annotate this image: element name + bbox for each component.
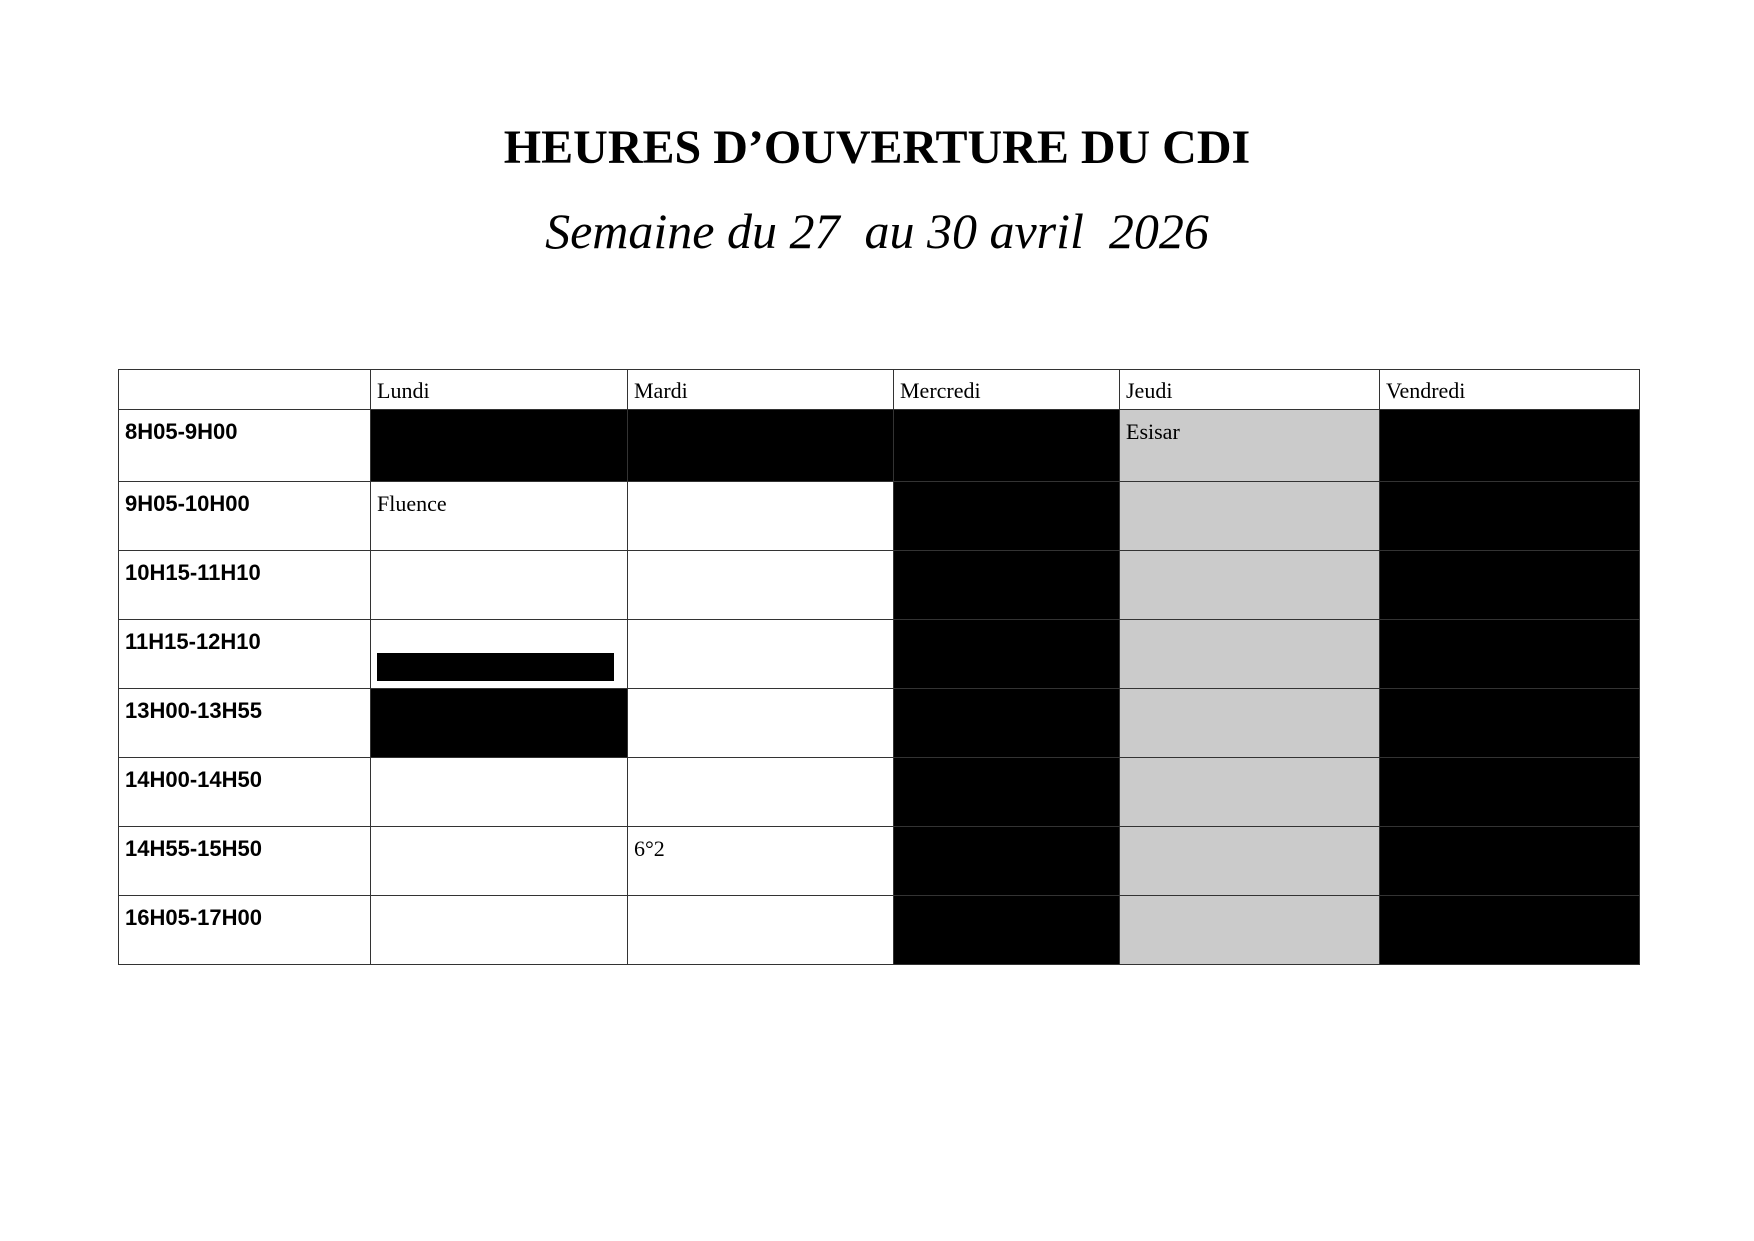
- cell-lundi: [371, 896, 628, 965]
- time-slot: 13H00-13H55: [119, 689, 371, 758]
- time-slot: 9H05-10H00: [119, 482, 371, 551]
- cell-lundi: [371, 620, 628, 689]
- header-corner: [119, 370, 371, 410]
- table-row: [119, 551, 1640, 620]
- time-slot: 11H15-12H10: [119, 620, 371, 689]
- opening-hours-table: [118, 369, 1640, 965]
- cell-jeudi: [1120, 689, 1380, 758]
- table-row: [119, 620, 1640, 689]
- time-slot: 14H55-15H50: [119, 827, 371, 896]
- cell-vendredi: [1380, 827, 1640, 896]
- cell-mardi: [628, 482, 894, 551]
- cell-vendredi: [1380, 551, 1640, 620]
- cell-mercredi: [894, 551, 1120, 620]
- cell-jeudi: [1120, 758, 1380, 827]
- cell-mardi: [628, 410, 894, 482]
- cell-mardi: [628, 620, 894, 689]
- cell-vendredi: [1380, 896, 1640, 965]
- cell-jeudi: [1120, 827, 1380, 896]
- time-slot: 14H00-14H50: [119, 758, 371, 827]
- cell-mardi: [628, 758, 894, 827]
- cell-mardi: [628, 896, 894, 965]
- table-header-row: [119, 370, 1640, 410]
- cell-lundi: [371, 410, 628, 482]
- cell-jeudi: [1120, 551, 1380, 620]
- cell-vendredi: [1380, 758, 1640, 827]
- cell-mercredi: [894, 410, 1120, 482]
- cell-mardi: [628, 551, 894, 620]
- time-slot: 16H05-17H00: [119, 896, 371, 965]
- cell-lundi: [371, 758, 628, 827]
- cell-mercredi: [894, 896, 1120, 965]
- table-row: [119, 689, 1640, 758]
- cell-jeudi: [1120, 482, 1380, 551]
- cell-lundi: Fluence: [371, 482, 628, 551]
- cell-jeudi: [1120, 620, 1380, 689]
- table-row: [119, 896, 1640, 965]
- cell-mardi: [628, 689, 894, 758]
- page-title: HEURES D’OUVERTURE DU CDI: [503, 121, 1251, 174]
- cell-mercredi: [894, 482, 1120, 551]
- cell-mercredi: [894, 758, 1120, 827]
- time-slot: 8H05-9H00: [119, 410, 371, 482]
- header-mercredi: Mercredi: [894, 370, 1120, 410]
- time-slot: 10H15-11H10: [119, 551, 371, 620]
- cell-vendredi: [1380, 410, 1640, 482]
- header-vendredi: Vendredi: [1380, 370, 1640, 410]
- cell-mardi: 6°2: [628, 827, 894, 896]
- page-subtitle: Semaine du 27 au 30 avril 2026: [545, 203, 1209, 259]
- redaction-bar: [377, 653, 614, 681]
- cell-lundi: [371, 827, 628, 896]
- table-row: [119, 482, 1640, 551]
- cell-lundi: [371, 551, 628, 620]
- header-jeudi: Jeudi: [1120, 370, 1380, 410]
- header-mardi: Mardi: [628, 370, 894, 410]
- cell-lundi: [371, 689, 628, 758]
- table-row: [119, 410, 1640, 482]
- cell-vendredi: [1380, 482, 1640, 551]
- cell-vendredi: [1380, 620, 1640, 689]
- cell-mercredi: [894, 827, 1120, 896]
- header-lundi: Lundi: [371, 370, 628, 410]
- table-row: [119, 758, 1640, 827]
- cell-mercredi: [894, 689, 1120, 758]
- cell-jeudi: [1120, 896, 1380, 965]
- cell-mercredi: [894, 620, 1120, 689]
- cell-vendredi: [1380, 689, 1640, 758]
- table-row: [119, 827, 1640, 896]
- cell-jeudi: Esisar: [1120, 410, 1380, 482]
